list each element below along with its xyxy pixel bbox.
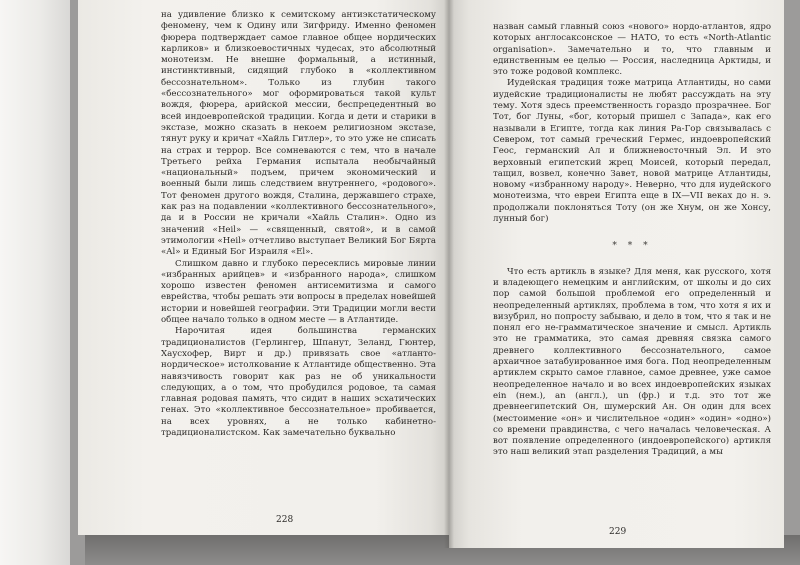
left-page <box>78 0 449 535</box>
left-paragraph-2: Слишком давно и глубоко пересеклись мировые линии «избранных арийцев» и «избранного народа», слишком хорошо известен феномен антисемитизма и самого еврейства, чтобы решать эти вопросы в пределах новейшей истории и новейшей географии. Эти Традиции могли вести общее начало только в одном месте — в Атлантиде. <box>161 258 436 326</box>
right-paragraph-3: Что есть артикль в языке? Для меня, как русского, хотя и владеющего немецким и английским, от школы и до сих пор самой большой проблемой его определенный и неопределенный артиклях, проблема в том, что хотя я их и визубрил, но попросту забываю, и дело в том, что я так и не понял его не-грамматическое значение и смысл. Артикль это не грамматика, это самая древняя связка самого древнего коллективного бессознательного, самое архаичное затабуированное имя бога. Под неопределенным артиклем скрыто самое главное, самое древнее, уже самое неопределенное начало и во всех индоевропейских языках ein (нем.), an (англ.), un (фр.) и т.д. это тот же древнеегипетский Он, шумерский Ан. Он один для всех (местоимение «он» и числительное «один» «один» «одно») со времени правдинства, с чего началась человеческая. А вот появление определенного (индоевропейского) артикля это наш великий этап разделения Традиций, а мы <box>493 266 771 458</box>
right-paragraph-1: назван самый главный союз «нового» нордо-атлантов, ядро которых англосаксонское — НАТО, то есть «North-Atlantic organisation». Замечательно и то, что главным и единственным ее целью — Россия, наследница Арктиды, и это тоже родовой комплекс. <box>493 22 771 78</box>
right-paragraph-2: Иудейская традиция тоже матрица Атлантиды, но сами иудейские традиционалисты не любят рассуждать на эту тему. Хотя здесь преемственность гораздо прозрачнее. Бог Тот, бог Луны, «бог, который пришел с Запада», как его называли в Египте, тогда как линия Ра-Гор связывалась с Севером, тот самый греческий Гермес, индоевропейский Геос, германский Ал и ближневосточный Эл. И это верховный египетский жрец Моисей, который передал, тащил, возвел, конечно Завет, новой матрице Атлантиды, новому «избранному народу». Неверно, что для иудейского монотеизма, что евреи Египта еще в IX—VII веках до н. э. продолжали поклоняться Тоту (он же Хнум, он же Хонсу, лунный бог) <box>493 78 771 225</box>
book-gutter <box>444 0 454 548</box>
right-page-number: 229 <box>609 527 627 537</box>
right-page-text <box>493 22 771 459</box>
section-separator: * * * <box>612 241 652 252</box>
left-paragraph-1: на удивление близко к семитскому антиэкстатическому феномену, чем к Одину или Зигфриду. Именно феномен фюрера подтверждает самое главное общее нордических карликов» и близкоевостичных чудесах, это абсолютный монотеизм. Не внешне формальный, а истинный, инстинктивный, сидящий глубоко в «коллективном бессознательном». Только из глубин такого «бессознательного» мог оформироваться такой культ вождя, фюрера, арийской мессии, беспрецедентный во всей индоевропейской традиции. Когда и дети и старики в экстазе, можно сказать в некоем религиозном экстазе, тянут руку и кричат «Хайль Гитлер», то это уже не списать на страх и террор. Все сомневаются с тем, что в начале Третьего рейха Германия испытала необычайный «национальный» подъем, причем экономический и военный были лишь следствием внутреннего, «родового». Тот феномен другого вождя, Сталина, державшего страхе, как раз на подавлении «коллективного бессознательного», да и в России не кричали «Хайль Сталин». Одно из значений «Heil» — «священный, святой», и в самой этимологии «Heil» отчетливо выступает Великий Бог Бярта «Al» и Единый Бог Израиля «El». <box>161 10 436 258</box>
right-page <box>449 0 784 548</box>
left-paragraph-3: Нарочитая идея большинства германских традиционалистов (Герлингер, Шпанут, Зеланд, Гюнтер, Хаусхофер, Вирт и др.) привязать свое «атланто-нордическое» истолкование к Атлантиде общественно. Эта навязчивость говорит как раз не об уникальности следующих, а о том, что пробудился родовое, та самая главная родовая память, что сидит в наших эсхатических генах. Это «коллективное бессознательное» пробивается, на всех уровнях, а не только кабинетно-традиционалистском. Как замечательно буквально <box>161 326 436 438</box>
left-page-text <box>161 10 436 439</box>
left-page-number: 228 <box>276 515 294 525</box>
